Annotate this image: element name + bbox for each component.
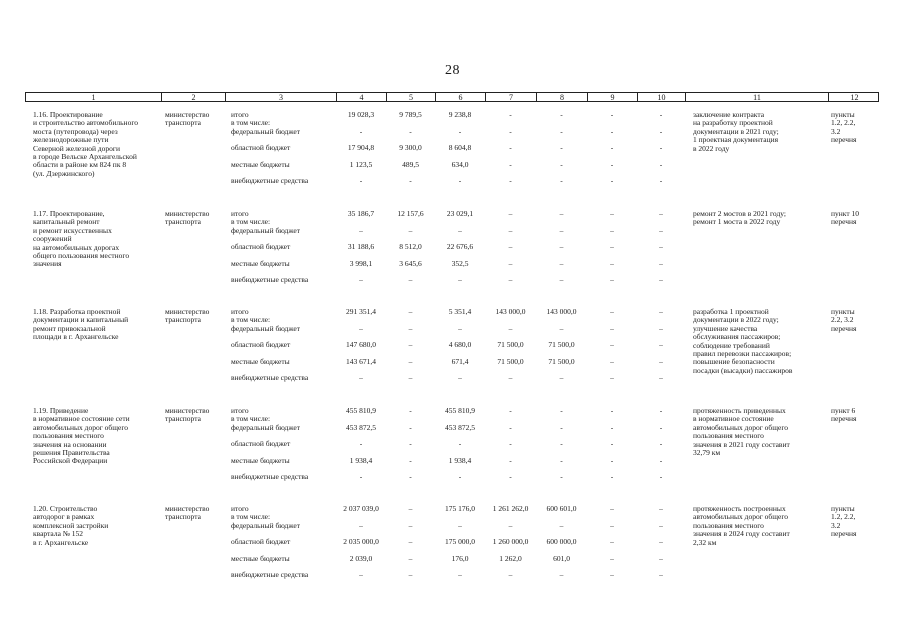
value-cell: 71 500,0 [497, 340, 524, 350]
expected-result: разработка 1 проектной документации в 2022 году; улучшение качества обслуживания пассажиров; соблюдение требований правил перевозки пассажиров; повышение безопасности посадки (высадки) пассажиров [693, 307, 793, 375]
value-cell: 455 810,9 [346, 406, 376, 415]
value-cell: - [560, 406, 563, 415]
value-cell: – [508, 323, 513, 333]
header-cell-12: 12 [850, 93, 859, 102]
value-cell: - [610, 406, 614, 415]
value-cell: – [659, 553, 663, 563]
value-cell: 175 176,0 [445, 504, 475, 513]
value-cell: – [408, 356, 413, 366]
value-column [587, 505, 637, 588]
value-cell: – [610, 504, 614, 513]
value-cell: 143 000,0 [495, 307, 526, 316]
value-cell: – [559, 242, 564, 252]
header-cell-8: 8 [537, 93, 588, 101]
value-cell: – [458, 520, 462, 530]
value-column [435, 111, 485, 194]
value-cell: – [659, 242, 663, 252]
header-cell-9: 9 [588, 93, 638, 101]
value-column [587, 111, 637, 194]
value-cell: – [458, 373, 462, 383]
value-cell: 1 261 262,0 [492, 504, 529, 513]
value-cell: – [408, 225, 413, 235]
value-cell: 1 260 000,0 [492, 537, 529, 547]
value-column [336, 111, 386, 194]
funding-source: итого в том числе: [231, 110, 271, 128]
value-cell: – [610, 323, 614, 333]
value-column [485, 111, 536, 194]
funding-sources [231, 210, 349, 293]
value-cell: - [409, 455, 412, 465]
value-cell: – [559, 373, 564, 383]
value-cell: - [659, 126, 663, 136]
value-cell: – [610, 258, 614, 268]
value-cell: 12 157,6 [397, 209, 424, 218]
value-cell: - [359, 126, 363, 136]
list-points: пункт 10 перечня [831, 209, 859, 227]
measure-name: 1.19. Приведение в нормативное состояние сети автомобильных дорог общего пользования местного значения на основании решения Правительства Российской Федерации [33, 406, 130, 466]
list-points: пункт 6 перечня [831, 406, 857, 424]
value-cell: – [610, 373, 614, 383]
expected-result: заключение контракта на разработку проектной документации в 2021 году; 1 проектная документация в 2022 году [693, 110, 779, 153]
value-cell: - [509, 159, 512, 169]
value-cell: – [659, 307, 663, 316]
value-cell: 634,0 [451, 159, 469, 169]
funding-sources [231, 505, 349, 588]
value-column [336, 505, 386, 588]
measure-name: 1.16. Проектирование и строительство автомобильного моста (путепровода) через железнодорожные пути Северной железной дороги в городе Вельске Архангельской области в районе км 824 пк 8 (ул. Дзержинского) [33, 110, 138, 178]
value-column [386, 308, 435, 391]
value-cell: 291 351,4 [346, 307, 376, 316]
value-column [536, 210, 587, 293]
value-column [485, 505, 536, 588]
funding-source: областной бюджет [231, 143, 291, 153]
table-header [25, 92, 879, 102]
value-column [587, 210, 637, 293]
value-column [637, 111, 685, 194]
funding-source: местные бюджеты [231, 356, 290, 366]
value-cell: 3 645,6 [399, 258, 422, 268]
value-cell: – [659, 275, 663, 285]
value-cell: 601,0 [553, 553, 570, 563]
value-cell: – [458, 323, 462, 333]
value-cell: - [560, 455, 563, 465]
value-cell: – [458, 275, 462, 285]
responsible-ministry: министерство транспорта [165, 110, 210, 128]
value-cell: – [458, 225, 462, 235]
list-points: пункты 2.2, 3.2 перечня [831, 307, 857, 333]
value-cell: - [458, 439, 462, 449]
value-cell: - [409, 406, 412, 415]
value-cell: – [408, 307, 413, 316]
value-cell: – [559, 520, 564, 530]
value-cell: – [359, 373, 363, 383]
value-column [435, 210, 485, 293]
responsible-ministry: министерство транспорта [165, 209, 210, 227]
value-column [386, 210, 435, 293]
funding-source: внебюджетные средства [231, 570, 309, 580]
funding-source: местные бюджеты [231, 455, 290, 465]
value-column [485, 407, 536, 490]
value-cell: 71 500,0 [548, 340, 575, 350]
value-cell: - [610, 143, 614, 153]
value-cell: – [408, 373, 413, 383]
value-cell: – [359, 225, 363, 235]
value-cell: – [659, 356, 663, 366]
value-cell: - [509, 176, 512, 186]
value-cell: 2 039,0 [349, 553, 373, 563]
measure-name: 1.18. Разработка проектной документации и капитальный ремонт привокзальной площади в г. Архангельске [33, 307, 129, 342]
value-cell: - [659, 406, 663, 415]
value-cell: - [659, 110, 663, 119]
value-cell: 9 300,0 [399, 143, 422, 153]
value-cell: – [659, 323, 663, 333]
value-cell: 1 262,0 [499, 553, 522, 563]
value-cell: – [659, 258, 663, 268]
value-cell: – [508, 258, 513, 268]
value-cell: 35 186,7 [347, 209, 375, 218]
value-cell: – [659, 520, 663, 530]
value-cell: - [659, 472, 663, 482]
value-cell: 1 938,4 [448, 455, 472, 465]
value-column [536, 308, 587, 391]
value-cell: - [659, 176, 663, 186]
value-cell: – [610, 340, 614, 350]
value-cell: - [610, 176, 614, 186]
value-cell: 600 000,0 [546, 537, 577, 547]
value-column [485, 210, 536, 293]
value-cell: 352,5 [451, 258, 469, 268]
value-cell: - [409, 439, 412, 449]
funding-source: местные бюджеты [231, 159, 290, 169]
value-cell: - [610, 455, 614, 465]
value-column [435, 308, 485, 391]
value-cell: - [509, 422, 512, 432]
funding-source: внебюджетные средства [231, 275, 309, 285]
value-cell: – [559, 209, 564, 218]
funding-source: местные бюджеты [231, 553, 290, 563]
value-column [587, 308, 637, 391]
value-cell: - [458, 472, 462, 482]
value-cell: - [509, 143, 512, 153]
page-number: 28 [445, 63, 460, 78]
value-cell: 147 680,0 [346, 340, 376, 350]
header-cell-4: 4 [337, 93, 387, 101]
value-cell: - [560, 159, 563, 169]
value-cell: – [659, 537, 663, 547]
value-column [637, 308, 685, 391]
value-cell: - [610, 439, 614, 449]
value-cell: – [610, 242, 614, 252]
value-cell: – [508, 275, 513, 285]
funding-source: внебюджетные средства [231, 176, 309, 186]
value-cell: - [409, 126, 412, 136]
value-cell: – [359, 570, 363, 580]
value-cell: - [659, 455, 663, 465]
value-cell: – [408, 504, 413, 513]
funding-source: внебюджетные средства [231, 472, 309, 482]
value-cell: - [610, 159, 614, 169]
list-points: пункты 1.2, 2.2, 3.2 перечня [831, 110, 857, 145]
value-cell: - [409, 176, 412, 186]
value-column [435, 407, 485, 490]
value-cell: – [359, 520, 363, 530]
value-cell: – [659, 209, 663, 218]
value-column [435, 505, 485, 588]
value-cell: – [408, 570, 413, 580]
funding-source: итого в том числе: [231, 209, 271, 227]
value-cell: - [509, 472, 512, 482]
value-column [336, 407, 386, 490]
header-cell-7: 7 [486, 93, 537, 101]
value-cell: 2 035 000,0 [343, 537, 379, 547]
value-cell: 2 037 039,0 [343, 504, 379, 513]
value-cell: – [559, 258, 564, 268]
value-column [637, 505, 685, 588]
value-cell: - [509, 126, 512, 136]
value-cell: – [559, 570, 564, 580]
value-cell: 489,5 [402, 159, 419, 169]
funding-source: федеральный бюджет [231, 323, 301, 333]
header-cell-11: 11 [686, 93, 829, 101]
value-cell: – [508, 520, 513, 530]
value-cell: 600 601,0 [546, 504, 577, 513]
funding-source: федеральный бюджет [231, 422, 301, 432]
value-cell: – [508, 242, 513, 252]
funding-source: федеральный бюджет [231, 225, 301, 235]
value-cell: 3 998,1 [349, 258, 373, 268]
value-cell: – [408, 553, 413, 563]
funding-sources [231, 308, 349, 391]
value-cell: – [508, 373, 513, 383]
funding-source: федеральный бюджет [231, 126, 301, 136]
value-cell: – [610, 225, 614, 235]
expected-result: протяженность приведенных в нормативное состояние автомобильных дорог общего пользования местного значения в 2021 году составит 32,79 км [693, 406, 790, 458]
value-cell: 455 810,9 [445, 406, 475, 415]
value-column [386, 111, 435, 194]
expected-result: ремонт 2 мостов в 2021 году; ремонт 1 моста в 2022 году [693, 209, 786, 227]
value-cell: 17 904,8 [347, 143, 375, 153]
value-column [336, 210, 386, 293]
value-cell: - [509, 439, 512, 449]
value-cell: – [408, 537, 413, 547]
value-column [637, 407, 685, 490]
value-cell: - [509, 406, 512, 415]
value-cell: - [659, 422, 663, 432]
value-cell: - [610, 126, 614, 136]
value-cell: 453 872,5 [445, 422, 475, 432]
value-cell: 1 938,4 [349, 455, 373, 465]
header-cell-5: 5 [387, 93, 436, 101]
funding-source: федеральный бюджет [231, 520, 301, 530]
measure-name: 1.17. Проектирование, капитальный ремонт и ремонт искусственных сооружений на автомобильных дорогах общего пользования местного значения [33, 209, 130, 269]
value-column [637, 210, 685, 293]
value-column [536, 505, 587, 588]
value-cell: 453 872,5 [346, 422, 376, 432]
value-cell: 8 604,8 [448, 143, 472, 153]
value-cell: 19 028,3 [347, 110, 375, 119]
value-cell: - [458, 176, 462, 186]
value-column [336, 308, 386, 391]
value-cell: – [458, 570, 462, 580]
value-cell: – [408, 340, 413, 350]
value-cell: – [559, 323, 564, 333]
expected-result: протяженность построенных автомобильных дорог общего пользования местного значения в 2024 году составит 2,32 км [693, 504, 790, 547]
value-cell: 175 000,0 [445, 537, 475, 547]
value-cell: – [610, 553, 614, 563]
value-cell: 9 789,5 [399, 110, 422, 119]
value-cell: 23 029,1 [446, 209, 474, 218]
value-cell: – [408, 520, 413, 530]
header-cell-10: 10 [638, 93, 686, 101]
value-cell: – [559, 275, 564, 285]
value-cell: - [659, 143, 663, 153]
value-cell: - [560, 110, 563, 119]
value-cell: – [659, 373, 663, 383]
funding-source: областной бюджет [231, 537, 291, 547]
funding-source: внебюджетные средства [231, 373, 309, 383]
value-column [386, 407, 435, 490]
value-cell: - [359, 176, 363, 186]
value-column [386, 505, 435, 588]
value-cell: - [359, 439, 363, 449]
value-cell: – [610, 275, 614, 285]
value-cell: 176,0 [451, 553, 469, 563]
value-cell: 143 000,0 [546, 307, 577, 316]
value-cell: - [560, 472, 563, 482]
value-cell: - [560, 439, 563, 449]
value-cell: – [610, 356, 614, 366]
value-cell: – [559, 225, 564, 235]
value-column [536, 111, 587, 194]
value-cell: 71 500,0 [548, 356, 575, 366]
value-cell: – [508, 209, 513, 218]
value-cell: - [659, 439, 663, 449]
value-cell: 4 680,0 [448, 340, 472, 350]
value-cell: – [610, 570, 614, 580]
header-cell-3: 3 [226, 93, 337, 101]
value-cell: 22 676,6 [446, 242, 474, 252]
responsible-ministry: министерство транспорта [165, 307, 210, 325]
value-cell: - [560, 126, 563, 136]
value-cell: – [659, 504, 663, 513]
value-cell: - [560, 143, 563, 153]
header-cell-6: 6 [436, 93, 486, 101]
value-cell: - [560, 176, 563, 186]
funding-source: областной бюджет [231, 340, 291, 350]
value-column [536, 407, 587, 490]
funding-source: итого в том числе: [231, 307, 271, 325]
value-cell: – [610, 307, 614, 316]
value-cell: 31 188,6 [347, 242, 375, 252]
value-cell: – [610, 537, 614, 547]
value-cell: 71 500,0 [497, 356, 524, 366]
value-cell: 1 123,5 [349, 159, 373, 169]
value-cell: – [508, 225, 513, 235]
value-cell: - [560, 422, 563, 432]
value-column [485, 308, 536, 391]
value-cell: - [509, 110, 512, 119]
measure-name: 1.20. Строительство автодорог в рамках комплексной застройки квартала № 152 в г. Архангельске [33, 504, 109, 547]
value-cell: - [610, 472, 614, 482]
value-cell: – [408, 323, 413, 333]
header-cell-1: 1 [26, 93, 162, 101]
value-cell: 143 671,4 [346, 356, 376, 366]
value-cell: – [610, 520, 614, 530]
header-cell-2: 2 [162, 93, 226, 101]
value-cell: - [659, 159, 663, 169]
funding-source: областной бюджет [231, 439, 291, 449]
value-cell: 5 351,4 [448, 307, 472, 316]
value-cell: – [508, 570, 513, 580]
value-cell: - [409, 472, 412, 482]
value-cell: – [359, 275, 363, 285]
responsible-ministry: министерство транспорта [165, 504, 210, 522]
value-cell: 9 238,8 [448, 110, 472, 119]
value-cell: – [659, 340, 663, 350]
responsible-ministry: министерство транспорта [165, 406, 210, 424]
funding-sources [231, 111, 349, 194]
value-cell: – [359, 323, 363, 333]
value-cell: – [408, 275, 413, 285]
value-cell: - [610, 422, 614, 432]
value-cell: - [610, 110, 614, 119]
funding-sources [231, 407, 349, 490]
value-cell: - [509, 455, 512, 465]
value-cell: - [409, 422, 412, 432]
value-cell: 671,4 [451, 356, 469, 366]
value-column [587, 407, 637, 490]
funding-source: итого в том числе: [231, 406, 271, 424]
value-cell: - [359, 472, 363, 482]
list-points: пункты 1.2, 2.2, 3.2 перечня [831, 504, 857, 539]
funding-source: местные бюджеты [231, 258, 290, 268]
value-cell: – [610, 209, 614, 218]
value-cell: - [458, 126, 462, 136]
funding-source: областной бюджет [231, 242, 291, 252]
value-cell: – [659, 225, 663, 235]
funding-source: итого в том числе: [231, 504, 271, 522]
value-cell: – [659, 570, 663, 580]
value-cell: 8 512,0 [399, 242, 422, 252]
